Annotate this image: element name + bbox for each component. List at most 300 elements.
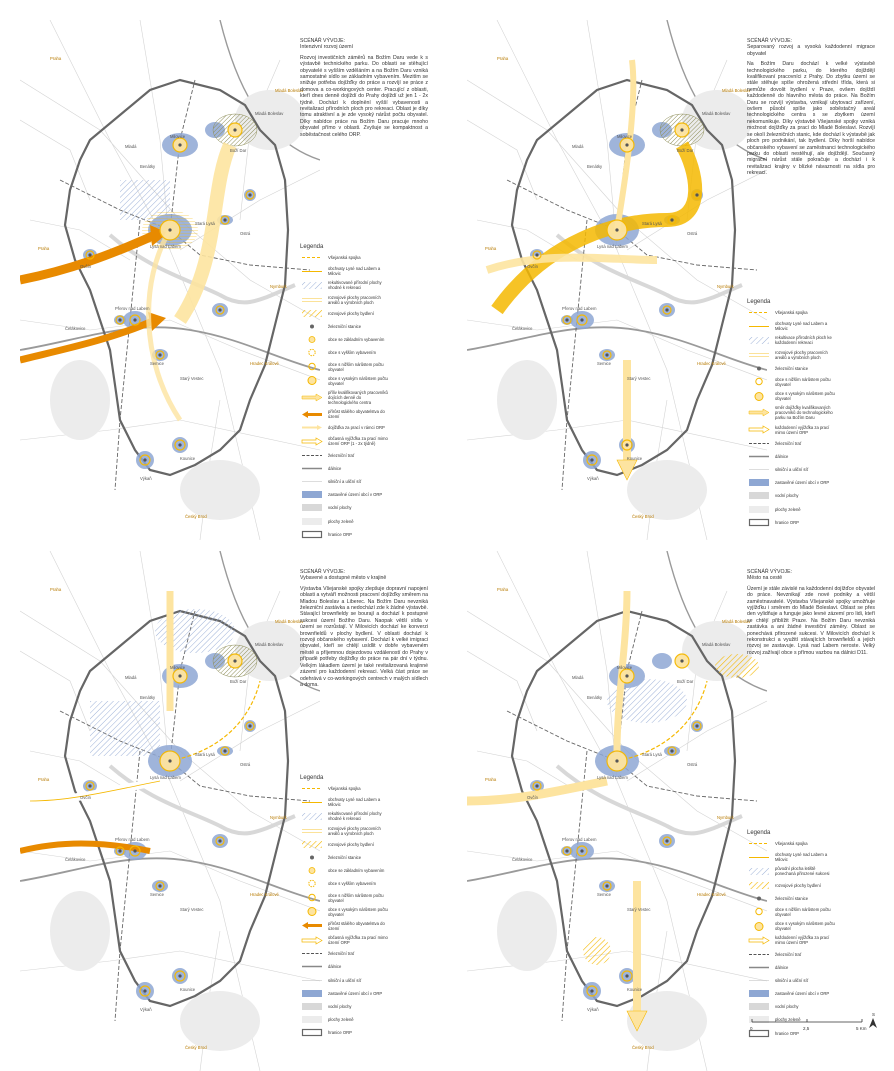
legend-symbol-icon xyxy=(747,505,771,514)
legend-item xyxy=(747,505,877,514)
legend-symbol-icon xyxy=(747,976,771,985)
place-ostra: Ostrá xyxy=(687,231,698,236)
place-semice: Semice xyxy=(150,361,164,366)
destination-praha: Praha xyxy=(497,56,509,61)
legend-item xyxy=(300,962,430,971)
legend-symbol-icon xyxy=(747,322,771,331)
legend-symbol-icon xyxy=(747,377,771,386)
scenario-title: SCÉNÁŘ VÝVOJE: xyxy=(300,569,345,575)
place-kounice: Kounice xyxy=(180,456,196,461)
legend-label: silniční a uliční síť xyxy=(328,977,362,983)
legend-symbol-icon xyxy=(747,452,771,461)
legend-item xyxy=(300,826,430,836)
legend-label: hranice ORP xyxy=(775,1030,799,1036)
scenario-title: SCÉNÁŘ VÝVOJE: xyxy=(747,38,792,44)
legend-label: železniční trať xyxy=(775,951,802,957)
destination-mlada_boleslav: Mladá Boleslav xyxy=(722,619,751,624)
destination-nymburk: Nymburk xyxy=(270,815,287,820)
legend-item xyxy=(300,409,430,419)
legend-item xyxy=(747,405,877,420)
legend-symbol-icon xyxy=(300,784,324,793)
legend-symbol-icon xyxy=(747,308,771,317)
legend-symbol-icon xyxy=(747,839,771,848)
legend-title: Legenda xyxy=(300,775,324,781)
legend-label: Všejanská spojka xyxy=(328,255,361,260)
scenario-text: Rozvoj investičních záměrů na Božím Daru vede k s výstavbě technického parku. Do oblasti se stěhující obyvatelé s vyšším vzděláním a na Božím Daru vzniká samostatné sídlo se základním vybavením. Mezitím se snižuje potřeba dojížďky do práce a rozvíjí se práce z domova a co-workingových center. Pracující z oblasti, kteří dnes denně dojíždí do Prahy dojíždí už jen 1 - 2x týdně. Dochází k doplnění vyšší vybavenosti a revitalizaci přírodních ploch pro rekreaci. Oblast je díky tomu atraktivní a je zde vysoký nárůst počtu obyvatel. Díky nabídce práce na Božím Daru pracuje mnoho obyvatel přímo v oblasti. Zvyšuje se kompaktnost a soběstačnost celého ORP. xyxy=(300,54,428,138)
legend-item xyxy=(747,852,877,862)
legend-label: každodenní vyjížďka za prací mimo území ORP xyxy=(775,424,830,435)
place-milovice: Milovice xyxy=(617,134,633,139)
legend-item xyxy=(747,894,877,903)
scale-bar xyxy=(748,1010,878,1050)
place-semice: Semice xyxy=(597,361,611,366)
place-mlada: Mladá xyxy=(572,675,584,680)
destination-hradec: Hradec Králové xyxy=(697,892,726,897)
place-prerov: Přerov nad Labem xyxy=(562,837,597,842)
place-ovcin: Ovčín xyxy=(527,264,538,269)
legend xyxy=(300,776,430,1042)
place-mlada_boleslav: Mladá Boleslav xyxy=(255,642,284,647)
place-vykan: Výkaň xyxy=(587,1007,599,1012)
legend-item xyxy=(300,517,430,526)
legend-label: občasná vyjížďka za prací mimo území ORP (1 - 2x týdně) xyxy=(328,436,388,447)
scenario-description xyxy=(747,569,875,656)
place-vykan: Výkaň xyxy=(140,1007,152,1012)
legend-symbol-icon xyxy=(300,423,324,432)
legend-label: Všejanská spojka xyxy=(775,310,808,315)
legend-item xyxy=(300,362,430,372)
legend-item xyxy=(300,464,430,473)
legend-label: obchvaty Lysé nad Labem a Milovic xyxy=(775,852,828,863)
legend-item xyxy=(747,335,877,345)
place-stara_lysa: Stará Lysá xyxy=(195,221,215,226)
destination-praha: Praha xyxy=(485,777,497,782)
legend-symbol-icon xyxy=(300,309,324,318)
legend-label: plochy zeleně xyxy=(775,506,801,512)
scenario-map xyxy=(20,551,320,1071)
legend-label: občasná vyjížďka za prací mimo území ORP xyxy=(328,935,388,946)
place-bozi_dar: Boží Dar xyxy=(230,679,247,684)
legend-label: obce s vyšším vybavením xyxy=(328,881,376,887)
legend-symbol-icon xyxy=(747,853,771,862)
legend-symbol-icon xyxy=(747,907,771,916)
legend-label: obchvaty Lysé nad Labem a Milovic xyxy=(328,797,381,808)
destination-praha: Praha xyxy=(38,246,50,251)
legend-symbol-icon xyxy=(747,392,771,401)
place-kounice: Kounice xyxy=(627,456,643,461)
legend-item xyxy=(300,253,430,262)
legend-item xyxy=(747,950,877,959)
legend-title: Legenda xyxy=(300,244,324,250)
legend-item xyxy=(300,935,430,945)
legend-label: rozvojové plochy pracovních areálů a výrobních ploch xyxy=(775,349,828,360)
scale-label-0: 0 xyxy=(750,1026,753,1031)
legend-label: železniční stanice xyxy=(328,854,362,860)
place-benatky: Benátky xyxy=(140,695,156,700)
legend-item xyxy=(300,436,430,446)
legend-label: železniční trať xyxy=(328,452,355,458)
place-vykan: Výkaň xyxy=(140,476,152,481)
legend-label: každodenní vyjížďka za prací mimo území ORP xyxy=(775,935,830,946)
legend-symbol-icon xyxy=(300,1002,324,1011)
place-mlada_boleslav: Mladá Boleslav xyxy=(255,111,284,116)
destination-cesky_brod: Český Brod xyxy=(632,1045,654,1050)
legend-symbol-icon xyxy=(300,1028,324,1037)
scenario-description xyxy=(300,569,428,688)
scale-label-1: 2,5 xyxy=(803,1026,810,1031)
scenario-text: Výstavba Všejanské spojky zlepšuje dopravní napojení oblasti a vytváří možnosti pracovní dojížďky směrem na Mladou Boleslav a Liberec. Na Božím Daru nevzniká železniční zastávka a nedochází zde k žádné výstavbě. Stávající brownfieldy se bourají a dochází k postupné sukcesi území Božího Daru. Naopak větší sídla v území se rozrůstají. V Milovicích dochází ke konverzi brownfieldů v plochy bydlení. V oblasti dochází k rozvoji občanského vybavení. Dochází k velké imigraci obyvatel, kteří se chtějí usídlit v dobře vybaveném městě a příjemnou dojezdovou vzdáleností do Prahy v případě potřeby dojížďky do práce na pár dní v týdnu. Velkým lákadlem území je také revitalizovaná krajinné zázemí pro každodenní rekreaci. Velká část práce se odehrává v co-workingových centrech v malých sídlech a doma. xyxy=(300,585,428,688)
legend-item xyxy=(300,893,430,903)
legend-item xyxy=(747,364,877,373)
place-mlada_boleslav: Mladá Boleslav xyxy=(702,111,731,116)
legend-symbol-icon xyxy=(300,798,324,807)
scenario-description xyxy=(300,38,428,138)
place-benatky: Benátky xyxy=(140,164,156,169)
place-prerov: Přerov nad Labem xyxy=(562,306,597,311)
legend-symbol-icon xyxy=(300,921,324,930)
legend-symbol-icon xyxy=(300,335,324,344)
legend-symbol-icon xyxy=(300,503,324,512)
legend-symbol-icon xyxy=(747,936,771,945)
legend-symbol-icon xyxy=(300,866,324,875)
destination-praha: Praha xyxy=(38,777,50,782)
place-celakovice: Čelákovice xyxy=(512,857,533,862)
legend-label: Všejanská spojka xyxy=(775,841,808,846)
place-celakovice: Čelákovice xyxy=(65,857,86,862)
place-prerov: Přerov nad Labem xyxy=(115,837,150,842)
legend-item xyxy=(747,935,877,945)
legend-label: plochy zeleně xyxy=(328,1017,354,1023)
legend-label: obchvaty Lysé nad Labem a Milovic xyxy=(328,266,381,277)
legend-label: vodní plochy xyxy=(775,493,799,499)
legend-symbol-icon xyxy=(300,253,324,262)
legend-item xyxy=(747,881,877,890)
place-mlada: Mladá xyxy=(125,675,137,680)
destination-hradec: Hradec Králové xyxy=(250,361,279,366)
legend-symbol-icon xyxy=(300,989,324,998)
legend-symbol-icon xyxy=(747,894,771,903)
legend-symbol-icon xyxy=(300,267,324,276)
legend-label: dálnice xyxy=(328,964,342,970)
scale-graphic xyxy=(748,1010,878,1040)
legend-item xyxy=(747,308,877,317)
legend-symbol-icon xyxy=(300,490,324,499)
legend-item xyxy=(300,335,430,344)
destination-hradec: Hradec Králové xyxy=(697,361,726,366)
place-mlada: Mladá xyxy=(125,144,137,149)
legend-item xyxy=(747,921,877,931)
legend-label: Všejanská spojka xyxy=(328,786,361,791)
legend-item xyxy=(747,350,877,360)
place-stara_lysa: Stará Lysá xyxy=(642,752,662,757)
legend-label: rekultivované přírodní plochy vhodné k rekreaci xyxy=(328,280,382,291)
map-area xyxy=(20,20,320,520)
legend-symbol-icon xyxy=(300,281,324,290)
place-vykan: Výkaň xyxy=(587,476,599,481)
scenario-description xyxy=(747,38,875,177)
legend-label: zastavěné území obcí v ORP xyxy=(775,480,830,486)
legend-symbol-icon xyxy=(300,437,324,446)
legend-label: železniční trať xyxy=(775,440,802,446)
destination-praha: Praha xyxy=(485,246,497,251)
place-kounice: Kounice xyxy=(627,987,643,992)
place-prerov: Přerov nad Labem xyxy=(115,306,150,311)
place-benatky: Benátky xyxy=(587,164,603,169)
legend-symbol-icon xyxy=(300,517,324,526)
legend-item xyxy=(747,989,877,998)
scenario-subtitle: Vybavené a dostupné město v krajině xyxy=(300,575,387,582)
legend-symbol-icon xyxy=(300,348,324,357)
legend-item xyxy=(300,1015,430,1024)
legend-item xyxy=(747,321,877,331)
place-stary_vestec: Starý Vestec xyxy=(627,376,651,381)
legend-label: přírůst stálého obyvatelstva do území xyxy=(328,920,385,931)
legend-item xyxy=(300,503,430,512)
place-milovice: Milovice xyxy=(617,665,633,670)
place-celakovice: Čelákovice xyxy=(512,326,533,331)
place-celakovice: Čelákovice xyxy=(65,326,86,331)
legend xyxy=(747,300,877,531)
legend-item xyxy=(300,266,430,276)
legend-label: rozvojové plochy bydlení xyxy=(328,310,374,316)
legend-label: rozvojové plochy pracovních areálů a výrobních ploch xyxy=(328,825,381,836)
legend-label: rekultivace přírodních ploch ke každodenní rekreaci xyxy=(775,335,832,346)
place-stary_vestec: Starý Vestec xyxy=(180,907,204,912)
legend-item xyxy=(300,989,430,998)
place-benatky: Benátky xyxy=(587,695,603,700)
legend-symbol-icon xyxy=(747,425,771,434)
legend-label: vodní plochy xyxy=(328,1004,352,1009)
legend-symbol-icon xyxy=(300,393,324,402)
place-ovcin: Ovčín xyxy=(80,795,91,800)
legend-label: hranice ORP xyxy=(775,519,799,525)
legend-item xyxy=(300,451,430,460)
legend-symbol-icon xyxy=(747,478,771,487)
legend-symbol-icon xyxy=(747,336,771,345)
legend-item xyxy=(300,907,430,917)
legend-item xyxy=(300,949,430,958)
legend-label: hranice ORP xyxy=(328,1030,352,1036)
legend-label: obce se základním vybavením xyxy=(328,337,385,343)
legend-label: silniční a uliční síť xyxy=(775,467,809,473)
place-semice: Semice xyxy=(150,892,164,897)
legend-item xyxy=(300,477,430,486)
legend-item xyxy=(300,423,430,432)
legend-symbol-icon xyxy=(747,922,771,931)
legend-symbol-icon xyxy=(747,518,771,527)
scenario-text: Na Božím Daru dochází k velké výstavbě technologického parku, do kterého dojíždějí kvalifikovaní pracovníci z Prahy. Do zbytku území se stále stěhuje spíše ohrožená střední třída, která si nemůže dovolit bydlení v Praze, ovšem dojíždí každodenně do hlavního města do práce. Na Božím Daru se rozvíjí výstavba, vznikají ubytovací zařízení, ovšem působí spíše jako soběstačný areál technologického centra s se zbytkem území nekomunikuje. Díky výstavbě Všejanské spojky vzniká možnost dojížďky za prací do Mladé Boleslavi. Rozvíjí se okolí železničních stanic, kde dochází k výstavbě jak ploch pro podnikání, tak bydlení. Díky horší nabídce občanského vybavení se zaměstnanci technologického parku do oblasti nestěhují, ale dojíždějí. Současný migrační nárůst stále pokračuje a dochází i k revitalizaci krajiny v blízké návaznosti na sídla pro rekreaci. xyxy=(747,61,875,177)
scenario-map xyxy=(467,20,767,540)
legend-symbol-icon xyxy=(747,491,771,500)
legend-item xyxy=(300,322,430,331)
destination-mlada_boleslav: Mladá Boleslav xyxy=(275,619,304,624)
legend-symbol-icon xyxy=(747,465,771,474)
legend-item xyxy=(300,866,430,875)
legend-label: obce s nižším nárůstem počtu obyvatel xyxy=(328,892,384,903)
legend-label: obce s nižším nárůstem počtu obyvatel xyxy=(775,906,831,917)
scenario-panel-3 xyxy=(0,531,447,1062)
legend-label: rozvojové plochy bydlení xyxy=(328,841,374,847)
legend-symbol-icon xyxy=(300,936,324,945)
legend-label: hranice ORP xyxy=(328,531,352,537)
legend-label: obce s nižším nárůstem počtu obyvatel xyxy=(328,361,384,372)
destination-cesky_brod: Český Brod xyxy=(632,514,654,519)
place-milovice: Milovice xyxy=(170,665,186,670)
place-milovice: Milovice xyxy=(170,134,186,139)
destination-mlada_boleslav: Mladá Boleslav xyxy=(722,88,751,93)
destination-mlada_boleslav: Mladá Boleslav xyxy=(275,88,304,93)
legend-label: železniční stanice xyxy=(775,895,809,901)
legend-item xyxy=(300,921,430,931)
place-lysa: Lysá nad Labem xyxy=(597,244,628,249)
scenario-panel-2 xyxy=(447,0,894,531)
scenario-subtitle: Město na cestě xyxy=(747,575,783,582)
legend-label: přírůst stálého obyvatelstva do území xyxy=(328,409,385,420)
legend-symbol-icon xyxy=(300,477,324,486)
legend-title: Legenda xyxy=(747,830,771,836)
legend-symbol-icon xyxy=(300,840,324,849)
place-bozi_dar: Boží Dar xyxy=(677,148,694,153)
legend-item xyxy=(747,518,877,527)
legend-item xyxy=(300,280,430,290)
legend-label: rozvojové plochy pracovních areálů a výrobních ploch xyxy=(328,294,381,305)
scenario-map xyxy=(20,20,320,540)
legend-symbol-icon xyxy=(747,963,771,972)
legend-label: rekultivované přírodní plochy vhodné k rekreaci xyxy=(328,811,382,822)
place-semice: Semice xyxy=(597,892,611,897)
legend-item xyxy=(300,840,430,849)
legend-label: silniční a uliční síť xyxy=(328,479,362,484)
legend-item xyxy=(300,490,430,499)
legend-item xyxy=(747,963,877,972)
legend-label: plochy zeleně xyxy=(775,1017,801,1023)
legend-symbol-icon xyxy=(300,976,324,985)
north-arrow-icon xyxy=(869,1018,877,1028)
legend-item xyxy=(300,797,430,807)
place-ovcin: Ovčín xyxy=(527,795,538,800)
scenario-title: SCÉNÁŘ VÝVOJE: xyxy=(747,569,792,575)
place-kounice: Kounice xyxy=(180,987,196,992)
legend-item xyxy=(747,478,877,487)
legend-item xyxy=(747,425,877,435)
legend-item xyxy=(747,839,877,848)
destination-cesky_brod: Český Brod xyxy=(185,1045,207,1050)
scenario-subtitle: Separovaný rozvoj a vysoká každodenní migrace obyvatel xyxy=(747,44,875,57)
map-area xyxy=(467,551,767,1051)
legend-label: železniční trať xyxy=(328,951,355,957)
legend-label: obce s vysokým nárůstem počtu obyvatel xyxy=(775,391,835,402)
legend xyxy=(300,245,430,543)
legend-label: dálnice xyxy=(775,453,789,459)
legend-label: obce s vysokým nárůstem počtu obyvatel xyxy=(328,906,388,917)
legend-item xyxy=(300,976,430,985)
destination-hradec: Hradec Králové xyxy=(250,892,279,897)
legend-symbol-icon xyxy=(747,867,771,876)
legend-symbol-icon xyxy=(747,350,771,359)
legend-item xyxy=(300,348,430,357)
place-ostra: Ostrá xyxy=(687,762,698,767)
legend-symbol-icon xyxy=(747,439,771,448)
place-bozi_dar: Boží Dar xyxy=(677,679,694,684)
place-mlada_boleslav: Mladá Boleslav xyxy=(702,642,731,647)
legend-symbol-icon xyxy=(300,464,324,473)
scenario-panel-1 xyxy=(0,0,447,537)
legend-label: obce s vysokým nárůstem počtu obyvatel xyxy=(775,921,835,932)
legend-item xyxy=(300,811,430,821)
place-ostra: Ostrá xyxy=(240,231,251,236)
legend-label: dálnice xyxy=(328,465,342,471)
legend-symbol-icon xyxy=(747,881,771,890)
legend-symbol-icon xyxy=(300,1015,324,1024)
map-area xyxy=(20,551,320,1051)
scenario-panel-4 xyxy=(447,531,894,1062)
destination-praha: Praha xyxy=(497,587,509,592)
place-stary_vestec: Starý Vestec xyxy=(180,376,204,381)
legend-label: původní plocha letiště ponechaná přirozené sukcesi xyxy=(775,866,830,877)
legend-item xyxy=(747,377,877,387)
legend-label: zastavěné území obcí v ORP xyxy=(328,990,383,996)
scale-label-2: 5 Km xyxy=(856,1026,867,1031)
destination-nymburk: Nymburk xyxy=(270,284,287,289)
legend-symbol-icon xyxy=(747,989,771,998)
legend-item xyxy=(747,465,877,474)
map-area xyxy=(467,20,767,520)
legend-item xyxy=(747,452,877,461)
legend-label: směr dojížďky kvalifikovaných pracovníků do technologického parku na Božím Daru xyxy=(775,405,833,421)
legend-label: dálnice xyxy=(775,964,789,970)
legend-symbol-icon xyxy=(300,322,324,331)
legend-label: železniční stanice xyxy=(775,365,809,371)
legend-label: železniční stanice xyxy=(328,323,362,329)
place-bozi_dar: Boží Dar xyxy=(230,148,247,153)
legend-label: plochy zeleně xyxy=(328,518,354,524)
legend-label: vodní plochy xyxy=(775,1004,799,1010)
legend-label: dojížďka za prací v rámci ORP xyxy=(328,425,385,431)
legend-item xyxy=(300,1028,430,1037)
destination-nymburk: Nymburk xyxy=(717,815,734,820)
place-ovcin: Ovčín xyxy=(80,264,91,269)
legend-symbol-icon xyxy=(300,812,324,821)
legend-symbol-icon xyxy=(300,907,324,916)
scenario-map xyxy=(467,551,767,1071)
legend-title: Legenda xyxy=(747,299,771,305)
legend-item xyxy=(747,976,877,985)
place-stara_lysa: Stará Lysá xyxy=(642,221,662,226)
legend-label: silniční a uliční síť xyxy=(775,977,809,983)
legend-item xyxy=(300,784,430,793)
legend-item xyxy=(300,309,430,318)
legend-item xyxy=(747,391,877,401)
legend-item xyxy=(300,390,430,405)
legend-item xyxy=(747,491,877,500)
legend-item xyxy=(747,866,877,876)
legend-symbol-icon xyxy=(300,879,324,888)
legend-symbol-icon xyxy=(747,408,771,417)
legend-symbol-icon xyxy=(300,826,324,835)
destination-nymburk: Nymburk xyxy=(717,284,734,289)
place-stara_lysa: Stará Lysá xyxy=(195,752,215,757)
legend-label: obce s vyšším vybavením xyxy=(328,350,376,356)
legend-label: vodní plochy xyxy=(328,505,352,511)
scenario-subtitle: Intenzivní rozvoj území xyxy=(300,44,354,51)
place-lysa: Lysá nad Labem xyxy=(150,775,181,780)
legend-symbol-icon xyxy=(300,451,324,460)
legend-item xyxy=(747,907,877,917)
legend-symbol-icon xyxy=(300,362,324,371)
legend-label: rozvojové plochy bydlení xyxy=(775,882,821,888)
destination-praha: Praha xyxy=(50,56,62,61)
place-lysa: Lysá nad Labem xyxy=(150,244,181,249)
